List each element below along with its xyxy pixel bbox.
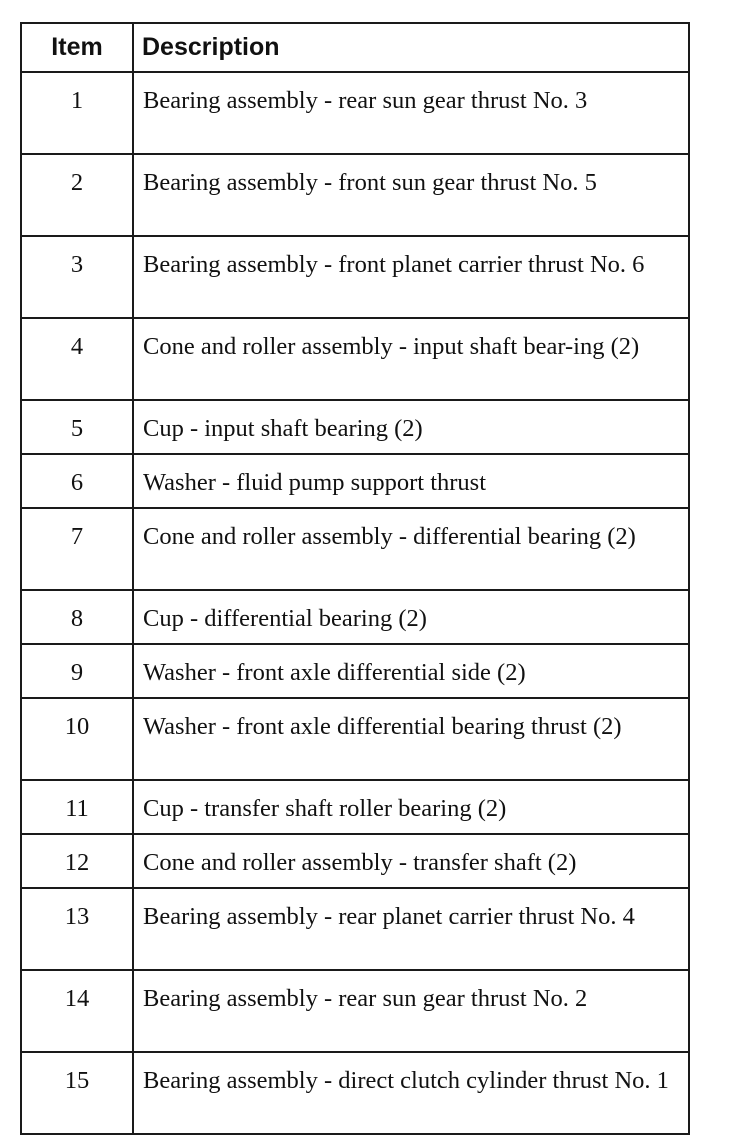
item-number: 14 xyxy=(21,970,133,1052)
table-row xyxy=(21,970,689,1052)
item-number: 3 xyxy=(21,236,133,318)
parts-table xyxy=(20,22,690,1135)
item-number: 11 xyxy=(21,780,133,834)
table-row xyxy=(21,590,689,644)
parts-table-container xyxy=(20,22,688,1135)
item-number: 8 xyxy=(21,590,133,644)
item-description: Cone and roller assembly - transfer shaft (2) xyxy=(133,834,689,888)
table-row xyxy=(21,72,689,154)
table-row xyxy=(21,236,689,318)
table-row xyxy=(21,508,689,590)
table-row xyxy=(21,1052,689,1134)
item-number: 4 xyxy=(21,318,133,400)
table-row xyxy=(21,698,689,780)
item-description: Bearing assembly - rear planet carrier thrust No. 4 xyxy=(133,888,689,970)
item-description: Cup - transfer shaft roller bearing (2) xyxy=(133,780,689,834)
item-description: Bearing assembly - direct clutch cylinder thrust No. 1 xyxy=(133,1052,689,1134)
table-row xyxy=(21,454,689,508)
item-number: 13 xyxy=(21,888,133,970)
item-description: Bearing assembly - rear sun gear thrust No. 2 xyxy=(133,970,689,1052)
item-number: 10 xyxy=(21,698,133,780)
item-number: 7 xyxy=(21,508,133,590)
item-number: 12 xyxy=(21,834,133,888)
item-description: Washer - front axle differential side (2) xyxy=(133,644,689,698)
item-description: Cup - differential bearing (2) xyxy=(133,590,689,644)
item-number: 15 xyxy=(21,1052,133,1134)
table-row xyxy=(21,780,689,834)
item-description: Washer - front axle differential bearing thrust (2) xyxy=(133,698,689,780)
table-row xyxy=(21,400,689,454)
table-row xyxy=(21,318,689,400)
item-description: Bearing assembly - front planet carrier thrust No. 6 xyxy=(133,236,689,318)
item-number: 6 xyxy=(21,454,133,508)
item-description: Bearing assembly - front sun gear thrust No. 5 xyxy=(133,154,689,236)
item-description: Cone and roller assembly - input shaft bear-ing (2) xyxy=(133,318,689,400)
item-number: 9 xyxy=(21,644,133,698)
item-description: Cone and roller assembly - differential bearing (2) xyxy=(133,508,689,590)
table-header-row xyxy=(21,23,689,72)
header-item: Item xyxy=(21,23,133,72)
table-row xyxy=(21,888,689,970)
item-description: Bearing assembly - rear sun gear thrust No. 3 xyxy=(133,72,689,154)
table-row xyxy=(21,154,689,236)
item-description: Washer - fluid pump support thrust xyxy=(133,454,689,508)
header-description: Description xyxy=(133,23,689,72)
item-description: Cup - input shaft bearing (2) xyxy=(133,400,689,454)
table-row xyxy=(21,644,689,698)
item-number: 5 xyxy=(21,400,133,454)
item-number: 1 xyxy=(21,72,133,154)
item-number: 2 xyxy=(21,154,133,236)
table-row xyxy=(21,834,689,888)
